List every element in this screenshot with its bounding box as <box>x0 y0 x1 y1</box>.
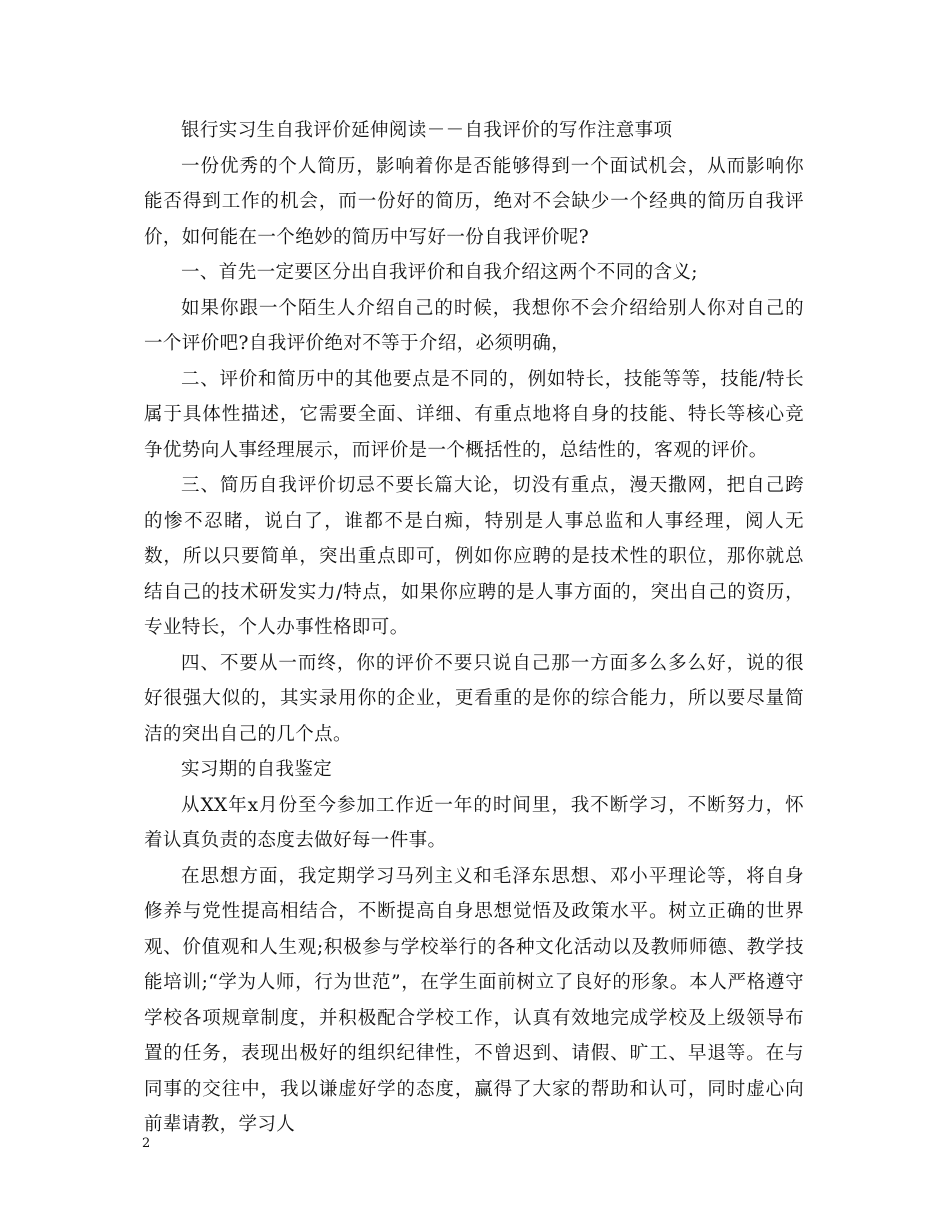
paragraph-point-1: 一、首先一定要区分出自我评价和自我介绍这两个不同的含义; <box>181 262 698 283</box>
paragraph-ideology: 在思想方面，我定期学习马列主义和毛泽东思想、邓小平理论等，将自身修养与党性提高相结合，不断提高自身思想觉悟及政策水平。树立正确的世界观、价值观和人生观;积极参与学校举行的各种文化活动以及教师师德、教学技能培训;“学为人师，行为世范”，在学生面前树立了良好的形象。本人严格遵守学校各项规章制度，并积极配合学校工作，认真有效地完成学校及上级领导布置的任务，表现出极好的组织纪律性，不曾迟到、请假、旷工、早退等。在与同事的交往中，我以谦虚好学的态度，赢得了大家的帮助和认可，同时虚心向前辈请教，学习人 <box>144 865 804 1135</box>
paragraph-point-1-detail: 如果你跟一个陌生人介绍自己的时候，我想你不会介绍给别人你对自己的一个评价吧?自我评价绝对不等于介绍，必须明确， <box>144 297 804 354</box>
paragraph-point-4: 四、不要从一而终，你的评价不要只说自己那一方面多么多么好，说的很好很强大似的，其实录用你的企业，更看重的是你的综合能力，所以要尽量简洁的突出自己的几个点。 <box>144 652 804 745</box>
document-title-line: 银行实习生自我评价延伸阅读－－自我评价的写作注意事项 <box>181 120 673 141</box>
paragraph-point-2: 二、评价和简历中的其他要点是不同的，例如特长，技能等等，技能/特长属于具体性描述，它需要全面、详细、有重点地将自身的技能、特长等核心竞争优势向人事经理展示，而评价是一个概括性的，总结性的，客观的评价。 <box>144 368 804 461</box>
paragraph-intro: 一份优秀的个人简历，影响着你是否能够得到一个面试机会，从而影响你能否得到工作的机会，而一份好的简历，绝对不会缺少一个经典的简历自我评价，如何能在一个绝妙的简历中写好一份自我评价呢? <box>144 155 804 248</box>
section-heading: 实习期的自我鉴定 <box>181 759 333 780</box>
paragraph-point-3: 三、简历自我评价切忌不要长篇大论，切没有重点，漫天撒网，把自己跨的惨不忍睹，说白了，谁都不是白痴，特别是人事总监和人事经理，阅人无数，所以只要简单，突出重点即可，例如你应聘的是技术性的职位，那你就总结自己的技术研发实力/特点，如果你应聘的是人事方面的，突出自己的资历，专业特长，个人办事性格即可。 <box>144 475 804 638</box>
page-number: 2 <box>142 1136 151 1151</box>
document-body <box>144 113 804 1143</box>
paragraph-internship-intro: 从XX年x月份至今参加工作近一年的时间里，我不断学习，不断努力，怀着认真负责的态度去做好每一件事。 <box>144 794 804 851</box>
